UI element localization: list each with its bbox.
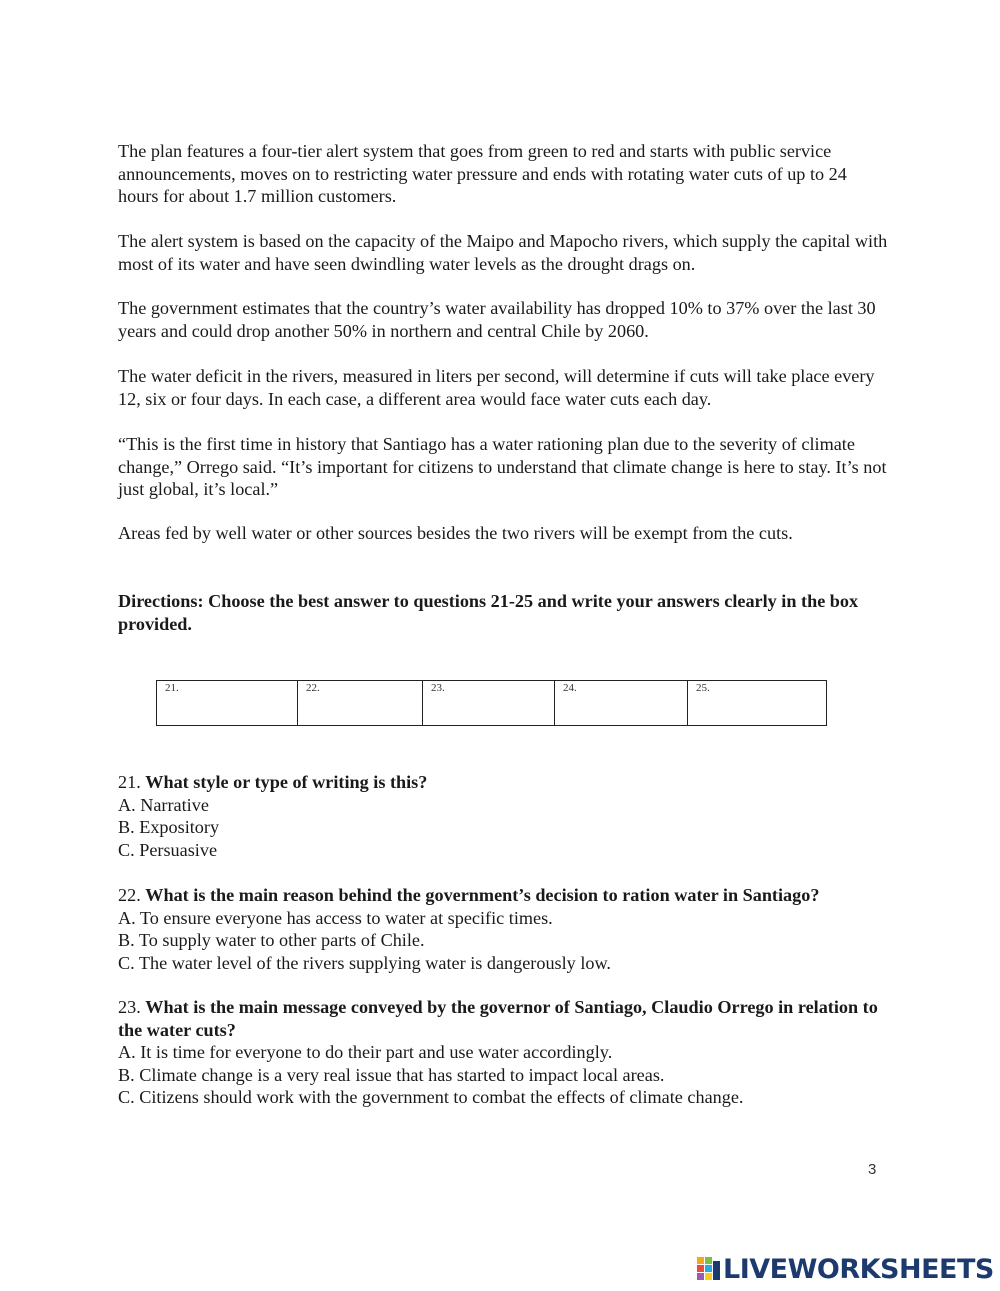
option-c: C. Citizens should work with the government to combat the effects of climate change. [118, 1087, 744, 1108]
answer-box-25[interactable]: 25. [688, 681, 827, 726]
question-number: 21. [118, 772, 141, 792]
answer-box-23[interactable]: 23. [423, 681, 555, 726]
option-a: A. Narrative [118, 794, 209, 815]
page-number: 3 [868, 1161, 877, 1178]
option-b: B. Expository [118, 817, 220, 838]
answer-box-21[interactable]: 21. [157, 681, 298, 726]
passage-paragraph-3: The government estimates that the country’s water availability has dropped 10% to 37% over the last 30 years and could drop another 50% in northern and central Chile by 2060. [118, 298, 876, 341]
passage-paragraph-1: The plan features a four-tier alert system that goes from green to red and starts with public service announcements, moves on to restricting water pressure and ends with rotating water cuts of up to 24 hours for about 1.7 million customers. [118, 141, 847, 206]
liveworksheets-logo-icon [697, 1257, 721, 1283]
passage-paragraph-6: Areas fed by well water or other sources besides the two rivers will be exempt from the cuts. [118, 523, 793, 543]
question-text: What is the main reason behind the government’s decision to ration water in Santiago? [145, 885, 820, 905]
question-stem [118, 884, 888, 907]
question-21 [118, 771, 888, 861]
option-b: B. To supply water to other parts of Chile. [118, 930, 425, 951]
question-text: What style or type of writing is this? [145, 772, 428, 792]
option-c: C. Persuasive [118, 839, 218, 860]
liveworksheets-brand [697, 1255, 994, 1285]
question-stem [118, 771, 888, 794]
option-b: B. Climate change is a very real issue that has started to impact local areas. [118, 1064, 665, 1085]
passage-paragraph-5: “This is the first time in history that Santiago has a water rationing plan due to the severity of climate change,” Orrego said. “It’s important for citizens to understand that climate change is here to stay. It’s not just global, it’s local.” [118, 434, 887, 499]
question-stem [118, 996, 888, 1041]
question-23 [118, 996, 888, 1109]
passage-paragraph-2: The alert system is based on the capacity of the Maipo and Mapocho rivers, which supply the capital with most of its water and have seen dwindling water levels as the drought drags on. [118, 231, 888, 274]
passage-paragraph-4: The water deficit in the rivers, measured in liters per second, will determine if cuts will take place every 12, six or four days. In each case, a different area would face water cuts each day. [118, 366, 875, 409]
question-22 [118, 884, 888, 974]
answer-box-table [156, 680, 827, 726]
option-c: C. The water level of the rivers supplying water is dangerously low. [118, 952, 611, 973]
option-a: A. It is time for everyone to do their part and use water accordingly. [118, 1042, 613, 1063]
question-text: What is the main message conveyed by the governor of Santiago, Claudio Orrego in relation to the water cuts? [118, 997, 878, 1040]
question-number: 22. [118, 885, 141, 905]
answer-box-22[interactable]: 22. [298, 681, 423, 726]
directions-text: Directions: Choose the best answer to questions 21-25 and write your answers clearly in the box provided. [118, 591, 859, 634]
question-number: 23. [118, 997, 141, 1017]
answer-box-24[interactable]: 24. [555, 681, 688, 726]
brand-name: LIVEWORKSHEETS [723, 1254, 994, 1285]
option-a: A. To ensure everyone has access to water at specific times. [118, 907, 553, 928]
